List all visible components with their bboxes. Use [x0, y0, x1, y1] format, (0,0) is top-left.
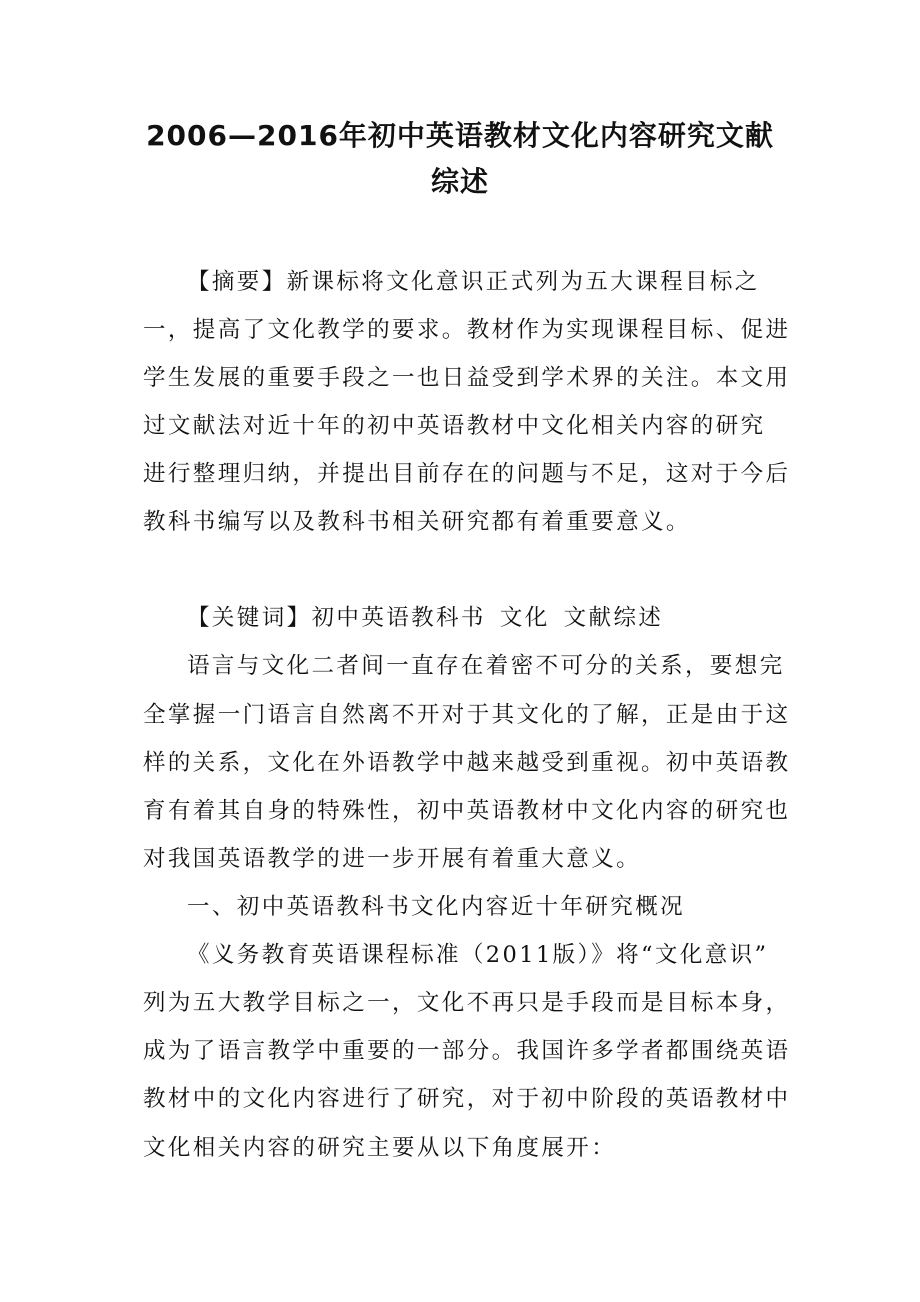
keywords-label: 【关键词】: [187, 605, 312, 631]
intro-line-4: 育有着其自身的特殊性，初中英语教材中文化内容的研究也: [143, 798, 791, 824]
keywords-line: [187, 603, 837, 633]
keyword-3: 文献综述: [563, 605, 664, 631]
abstract-line-6: 教科书编写以及教科书相关研究都有着重要意义。: [143, 509, 691, 535]
intro-line-1: 语言与文化二者间一直存在着密不可分的关系，要想完: [187, 653, 785, 679]
section-1-line-3: 成为了语言教学中重要的一部分。我国许多学者都围绕英语: [143, 1038, 791, 1064]
abstract-line-3: 学生发展的重要手段之一也日益受到学术界的关注。本文用: [143, 365, 791, 391]
section-1-heading: 一、初中英语教科书文化内容近十年研究概况: [187, 894, 686, 920]
keyword-2: 文化: [499, 605, 550, 631]
section-1-line-4: 教材中的文化内容进行了研究，对于初中阶段的英语教材中: [143, 1086, 791, 1112]
section-1-line-2: 列为五大教学目标之一，文化不再只是手段而是目标本身，: [143, 990, 791, 1016]
abstract-line-1: 【摘要】新课标将文化意识正式列为五大课程目标之: [187, 269, 760, 295]
keyword-1: 初中英语教科书: [311, 605, 486, 631]
section-1-line-5: 文化相关内容的研究主要从以下角度展开：: [143, 1135, 617, 1161]
section-1-line-1: 《义务教育英语课程标准（2011版）》将“文化意识”: [187, 942, 769, 968]
document-title-line-2: 综述: [430, 165, 489, 198]
intro-line-3: 样的关系，文化在外语教学中越来越受到重视。初中英语教: [143, 750, 791, 776]
abstract-line-4: 过文献法对近十年的初中英语教材中文化相关内容的研究: [143, 413, 766, 439]
document-title-line-1: 2006—2016年初中英语教材文化内容研究文献: [146, 119, 774, 152]
intro-line-2: 全掌握一门语言自然离不开对于其文化的了解，正是由于这: [143, 702, 791, 728]
abstract-line-5: 进行整理归纳，并提出目前存在的问题与不足，这对于今后: [143, 461, 791, 487]
abstract-line-2: 一，提高了文化教学的要求。教材作为实现课程目标、促进: [143, 317, 791, 343]
intro-line-5: 对我国英语教学的进一步开展有着重大意义。: [143, 846, 642, 872]
